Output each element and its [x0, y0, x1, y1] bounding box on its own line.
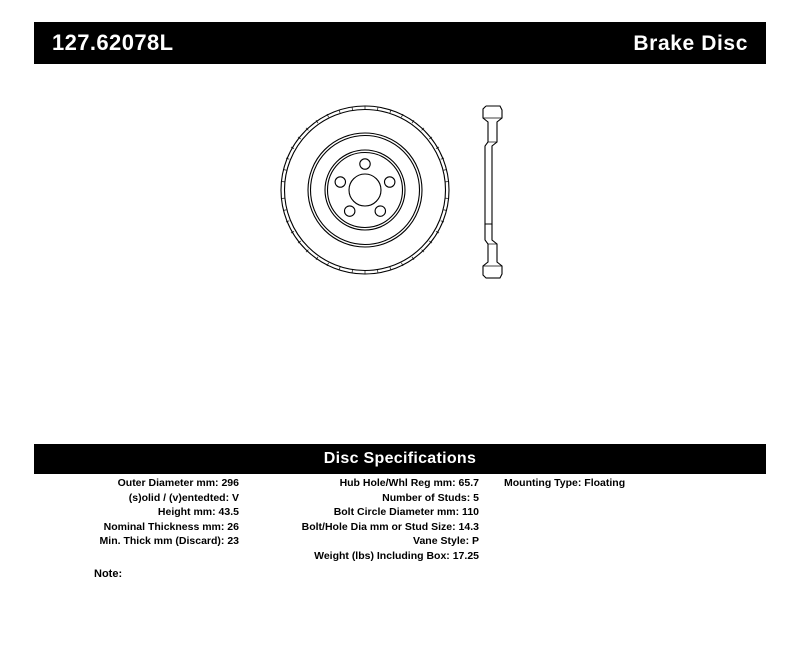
spec-item: Number of Studs: 5: [382, 491, 479, 504]
rotor-vane-hatching: [281, 106, 449, 274]
specs-column-middle: [244, 476, 479, 564]
spec-item: Bolt/Hole Dia mm or Stud Size: 14.3: [301, 520, 479, 533]
spec-item: Mounting Type: Floating: [504, 477, 626, 489]
spec-item: Vane Style: P: [413, 535, 479, 548]
specs-column-left: [64, 476, 239, 549]
brake-rotor-cross-section-view: [483, 106, 502, 278]
spec-item: Outer Diameter mm: 296: [117, 477, 239, 489]
spec-item: Bolt Circle Diameter mm: 110: [333, 506, 479, 519]
specs-title-bar: [34, 444, 766, 474]
specs-column-right: [504, 476, 739, 491]
spec-item: Min. Thick mm (Discard): 23: [99, 535, 239, 548]
spec-item: Weight (lbs) Including Box: 17.25: [314, 549, 479, 562]
spec-item: Nominal Thickness mm: 26: [103, 520, 239, 533]
brake-rotor-face-view: [281, 106, 449, 274]
spec-item: Hub Hole/Whl Reg mm: 65.7: [339, 477, 479, 489]
header-bar: [34, 22, 766, 64]
product-type: Brake Disc: [633, 31, 748, 55]
note-row: [34, 568, 766, 580]
part-number: 127.62078L: [52, 30, 174, 55]
specs-title: Disc Specifications: [323, 450, 477, 467]
spec-item: Height mm: 43.5: [157, 506, 239, 519]
note-label: Note:: [94, 568, 123, 580]
spec-item: (s)olid / (v)entedted: V: [128, 491, 239, 504]
product-illustration: [280, 96, 540, 286]
